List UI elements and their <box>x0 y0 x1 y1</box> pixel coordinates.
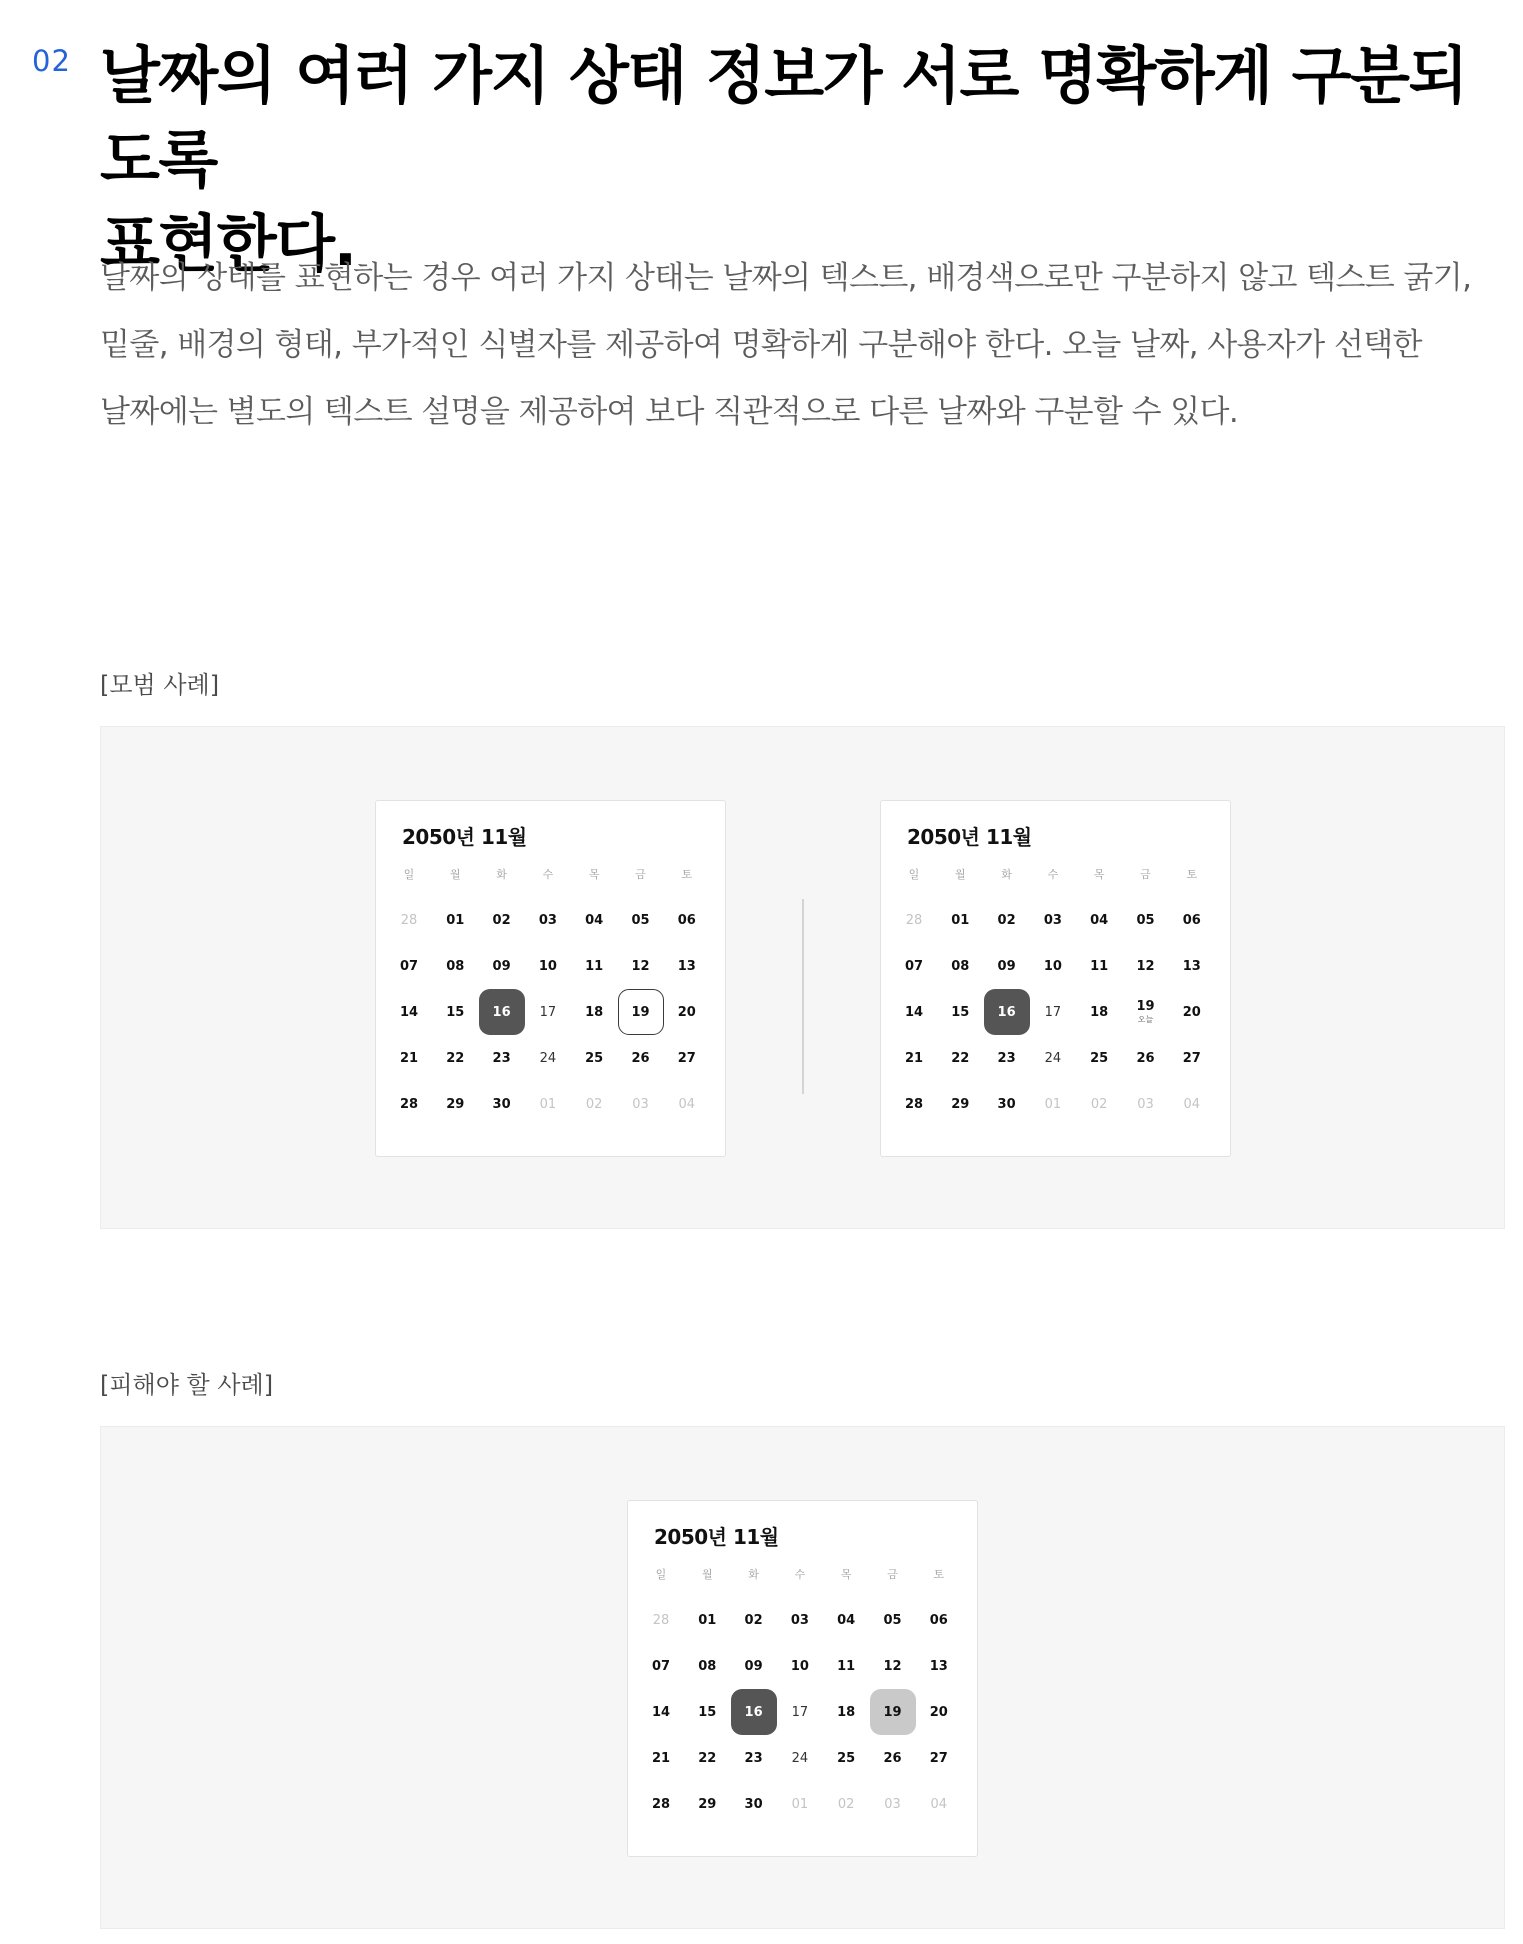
calendar-day-number: 26 <box>883 1750 902 1766</box>
calendar-day[interactable] <box>916 1597 962 1643</box>
calendar-day-number: 15 <box>446 1004 465 1020</box>
calendar-day[interactable] <box>1169 989 1215 1035</box>
calendar-day[interactable] <box>937 1035 983 1081</box>
calendar-day-number: 15 <box>951 1004 970 1020</box>
calendar-day[interactable] <box>870 1735 916 1781</box>
description-line: 날짜의 상태를 표현하는 경우 여러 가지 상태는 날짜의 텍스트, 배경색으로만 구분하지 않고 텍스트 굵기, <box>100 260 1472 296</box>
good-example-label: [모범 사례] <box>100 671 220 699</box>
calendar-day-number: 08 <box>698 1658 717 1674</box>
calendar-day[interactable] <box>1169 897 1215 943</box>
calendar-day-number: 29 <box>951 1096 970 1112</box>
weekday-label: 월 <box>449 868 461 881</box>
calendar-day-number: 04 <box>930 1796 948 1812</box>
calendar-day[interactable] <box>386 1081 432 1127</box>
calendar-day[interactable] <box>777 1597 823 1643</box>
weekday-label: 목 <box>840 1568 852 1581</box>
calendar-day-number: 17 <box>1044 1004 1062 1020</box>
calendar-day-number: 21 <box>399 1050 419 1066</box>
calendar-day-number: 01 <box>539 1096 557 1112</box>
calendar-day[interactable] <box>777 1689 823 1735</box>
calendar-day[interactable] <box>618 897 664 943</box>
calendar-day[interactable] <box>571 1081 617 1127</box>
calendar-day-number: 20 <box>929 1704 948 1720</box>
calendar-day[interactable] <box>684 1735 730 1781</box>
calendar-day-number: 11 <box>837 1658 856 1674</box>
calendar-day[interactable] <box>823 1643 869 1689</box>
calendar-day[interactable] <box>664 1035 710 1081</box>
calendar-day-number: 17 <box>791 1704 809 1720</box>
calendar-day-number: 29 <box>698 1796 717 1812</box>
calendar-day-number: 05 <box>631 912 650 928</box>
calendar-day-number: 14 <box>651 1704 671 1720</box>
calendar-day[interactable] <box>571 897 617 943</box>
calendar-day-number: 18 <box>837 1704 856 1720</box>
calendar-day[interactable] <box>479 1035 525 1081</box>
calendar-day-number: 01 <box>698 1612 717 1628</box>
calendar-day-number: 28 <box>652 1612 670 1628</box>
calendar-day-number: 26 <box>631 1050 650 1066</box>
calendar-day-number: 07 <box>651 1658 671 1674</box>
description-line: 밑줄, 배경의 형태, 부가적인 식별자를 제공하여 명확하게 구분해야 한다. 오늘 날짜, 사용자가 선택한 <box>100 327 1422 363</box>
calendar-day[interactable] <box>684 1781 730 1827</box>
calendar-day-number: 25 <box>585 1050 604 1066</box>
calendar-day-number: 11 <box>585 958 604 974</box>
calendar-day[interactable] <box>684 1689 730 1735</box>
calendar-day-number: 05 <box>1136 912 1155 928</box>
bad-example-label: [피해야 할 사례] <box>100 1371 274 1399</box>
calendar-day-number: 28 <box>905 912 923 928</box>
calendar-day-number: 03 <box>1137 1096 1154 1112</box>
calendar-day-number: 28 <box>651 1796 671 1812</box>
calendar-day[interactable] <box>1076 1035 1122 1081</box>
calendar-day-number: 24 <box>1044 1050 1062 1066</box>
calendar-day-number: 25 <box>837 1750 856 1766</box>
calendar-day[interactable] <box>1030 989 1076 1035</box>
calendar-day[interactable] <box>664 989 710 1035</box>
calendar-day-number: 22 <box>951 1050 970 1066</box>
calendar-day-number: 11 <box>1090 958 1109 974</box>
calendar-day-number: 03 <box>632 1096 649 1112</box>
weekday-label: 금 <box>635 868 646 881</box>
calendar-day[interactable] <box>1123 943 1169 989</box>
calendar-day-number: 30 <box>492 1096 511 1112</box>
calendar-day[interactable] <box>664 943 710 989</box>
calendar-good-label-today <box>880 800 1231 1157</box>
calendar-day-number: 07 <box>399 958 419 974</box>
calendar-day-number: 02 <box>585 1096 603 1112</box>
calendar-day[interactable] <box>777 1735 823 1781</box>
calendar-day[interactable] <box>432 897 478 943</box>
calendar-day-number: 13 <box>677 958 696 974</box>
calendar-day-number: 30 <box>997 1096 1016 1112</box>
calendar-day-number: 01 <box>446 912 465 928</box>
calendar-day-number: 13 <box>929 1658 948 1674</box>
calendar-day-number: 03 <box>1043 912 1062 928</box>
calendar-day[interactable] <box>937 897 983 943</box>
calendar-day[interactable] <box>916 1781 962 1827</box>
calendar-day-number: 19 <box>631 1004 650 1020</box>
calendar-day-number: 08 <box>951 958 970 974</box>
calendar-day-number: 26 <box>1136 1050 1155 1066</box>
calendar-day-number: 13 <box>1182 958 1201 974</box>
calendar-day[interactable] <box>432 1035 478 1081</box>
calendar-day[interactable] <box>984 1081 1030 1127</box>
calendar-title: 2050년 11월 <box>402 825 527 849</box>
calendar-day[interactable] <box>1169 1081 1215 1127</box>
calendar-day[interactable] <box>571 1035 617 1081</box>
calendar-day[interactable] <box>432 1081 478 1127</box>
calendar-day-number: 02 <box>1090 1096 1108 1112</box>
calendar-day[interactable] <box>386 989 432 1035</box>
weekday-label: 월 <box>954 868 966 881</box>
calendar-day-number: 28 <box>904 1096 924 1112</box>
calendar-day[interactable] <box>638 1735 684 1781</box>
calendar-day[interactable] <box>891 1081 937 1127</box>
calendar-day[interactable] <box>916 1689 962 1735</box>
calendar-day[interactable] <box>916 1643 962 1689</box>
weekday-label: 목 <box>1093 868 1105 881</box>
calendar-day[interactable] <box>731 1597 777 1643</box>
calendar-day-number: 09 <box>997 958 1016 974</box>
calendar-day-number: 16 <box>997 1004 1016 1020</box>
weekday-label: 토 <box>1186 868 1198 881</box>
calendar-day-number: 28 <box>399 1096 419 1112</box>
calendar-day-number: 04 <box>678 1096 696 1112</box>
calendar-day-number: 28 <box>400 912 418 928</box>
calendar-day-number: 10 <box>538 958 557 974</box>
weekday-label: 토 <box>933 1568 945 1581</box>
calendar-day[interactable] <box>916 1735 962 1781</box>
calendar-day-number: 18 <box>585 1004 604 1020</box>
calendar-day-number: 08 <box>446 958 465 974</box>
calendar-day-number: 02 <box>744 1612 763 1628</box>
calendar-day[interactable] <box>525 1035 571 1081</box>
calendar-day-number: 16 <box>744 1704 763 1720</box>
calendar-day[interactable] <box>891 1035 937 1081</box>
calendar-day[interactable] <box>870 1597 916 1643</box>
calendar-day[interactable] <box>638 1689 684 1735</box>
calendar-day-number: 20 <box>677 1004 696 1020</box>
calendar-day-number: 06 <box>677 912 696 928</box>
calendar-day-number: 27 <box>1182 1050 1201 1066</box>
weekday-label: 월 <box>701 1568 713 1581</box>
calendar-divider <box>802 899 804 1094</box>
calendar-day-number: 02 <box>837 1796 855 1812</box>
section-title-line: 날짜의 여러 가지 상태 정보가 서로 명확하게 구분되도록 <box>100 39 1467 196</box>
calendar-day[interactable] <box>823 1781 869 1827</box>
calendar-good-outline-today <box>375 800 726 1157</box>
weekday-label: 일 <box>403 868 415 881</box>
calendar-day[interactable] <box>937 1081 983 1127</box>
calendar-day-number: 14 <box>399 1004 419 1020</box>
calendar-day[interactable] <box>638 1643 684 1689</box>
calendar-day[interactable] <box>870 1643 916 1689</box>
calendar-day[interactable] <box>984 943 1030 989</box>
calendar-day[interactable] <box>1076 943 1122 989</box>
calendar-day-number: 16 <box>492 1004 511 1020</box>
calendar-day[interactable] <box>1030 897 1076 943</box>
calendar-day-number: 04 <box>585 912 604 928</box>
calendar-day-number: 03 <box>538 912 557 928</box>
calendar-day-selected[interactable] <box>479 989 525 1035</box>
weekday-label: 화 <box>1001 868 1012 881</box>
description-line: 날짜에는 별도의 텍스트 설명을 제공하여 보다 직관적으로 다른 날짜와 구분할 수 있다. <box>100 394 1239 430</box>
calendar-day-number: 03 <box>884 1796 901 1812</box>
calendar-day-number: 21 <box>651 1750 671 1766</box>
calendar-day[interactable] <box>618 943 664 989</box>
calendar-day[interactable] <box>432 989 478 1035</box>
calendar-day-number: 15 <box>698 1704 717 1720</box>
calendar-title: 2050년 11월 <box>907 825 1032 849</box>
calendar-day-number: 04 <box>1090 912 1109 928</box>
calendar-day[interactable] <box>525 943 571 989</box>
calendar-day[interactable] <box>823 1689 869 1735</box>
calendar-day[interactable] <box>1123 1035 1169 1081</box>
calendar-day[interactable] <box>1123 1081 1169 1127</box>
calendar-day-number: 23 <box>492 1050 511 1066</box>
calendar-day[interactable] <box>731 1643 777 1689</box>
weekday-label: 목 <box>588 868 600 881</box>
calendar-day[interactable] <box>386 1035 432 1081</box>
calendar-day[interactable] <box>571 943 617 989</box>
calendar-day[interactable] <box>432 943 478 989</box>
calendar-day[interactable] <box>664 1081 710 1127</box>
calendar-day[interactable] <box>525 897 571 943</box>
calendar-day[interactable] <box>386 943 432 989</box>
weekday-label: 화 <box>496 868 507 881</box>
calendar-day-number: 24 <box>539 1050 557 1066</box>
weekday-label: 금 <box>1140 868 1151 881</box>
calendar-day-number: 01 <box>1044 1096 1062 1112</box>
calendar-day-number: 17 <box>539 1004 557 1020</box>
calendar-day-number: 01 <box>791 1796 809 1812</box>
weekday-label: 금 <box>887 1568 898 1581</box>
calendar-day[interactable] <box>891 989 937 1035</box>
weekday-label: 수 <box>794 1568 806 1581</box>
calendar-day[interactable] <box>479 897 525 943</box>
calendar-day-number: 12 <box>1136 958 1155 974</box>
calendar-day-number: 06 <box>1182 912 1201 928</box>
calendar-day[interactable] <box>1169 1035 1215 1081</box>
weekday-label: 수 <box>1047 868 1059 881</box>
calendar-title: 2050년 11월 <box>654 1525 779 1549</box>
calendar-day-number: 07 <box>904 958 924 974</box>
weekday-label: 수 <box>542 868 554 881</box>
calendar-day[interactable] <box>386 897 432 943</box>
calendar-day-number: 25 <box>1090 1050 1109 1066</box>
calendar-day-number: 04 <box>1183 1096 1201 1112</box>
weekday-label: 토 <box>681 868 693 881</box>
calendar-day-number: 04 <box>837 1612 856 1628</box>
weekday-label: 일 <box>655 1568 667 1581</box>
calendar-day[interactable] <box>571 989 617 1035</box>
calendar-day-number: 30 <box>744 1796 763 1812</box>
calendar-day-number: 02 <box>492 912 511 928</box>
calendar-day[interactable] <box>638 1597 684 1643</box>
calendar-day[interactable] <box>618 1081 664 1127</box>
calendar-day[interactable] <box>870 1781 916 1827</box>
weekday-label: 화 <box>748 1568 759 1581</box>
calendar-day-number: 06 <box>929 1612 948 1628</box>
calendar-day[interactable] <box>937 943 983 989</box>
calendar-day[interactable] <box>479 1081 525 1127</box>
calendar-day[interactable] <box>618 1035 664 1081</box>
calendar-day-number: 23 <box>997 1050 1016 1066</box>
calendar-day-number: 09 <box>744 1658 763 1674</box>
calendar-day-number: 05 <box>883 1612 902 1628</box>
calendar-day-number: 12 <box>883 1658 902 1674</box>
calendar-day-selected[interactable] <box>731 1689 777 1735</box>
calendar-day[interactable] <box>823 1735 869 1781</box>
calendar-day-number: 19 <box>1136 999 1155 1014</box>
calendar-day[interactable] <box>984 897 1030 943</box>
calendar-bad-color-only <box>627 1500 978 1857</box>
calendar-day[interactable] <box>984 1035 1030 1081</box>
calendar-day-selected[interactable] <box>984 989 1030 1035</box>
calendar-day-today[interactable] <box>618 989 664 1035</box>
calendar-day[interactable] <box>731 1735 777 1781</box>
calendar-day-number: 09 <box>492 958 511 974</box>
calendar-day[interactable] <box>891 897 937 943</box>
section-title-line: 표현한다. <box>100 207 356 280</box>
calendar-day[interactable] <box>525 989 571 1035</box>
calendar-day-number: 19 <box>883 1704 902 1720</box>
calendar-day[interactable] <box>525 1081 571 1127</box>
calendar-day[interactable] <box>1030 1081 1076 1127</box>
calendar-day-number: 12 <box>631 958 650 974</box>
calendar-day-number: 03 <box>790 1612 809 1628</box>
calendar-day-number: 14 <box>904 1004 924 1020</box>
section-description <box>100 245 1500 446</box>
calendar-day-number: 02 <box>997 912 1016 928</box>
calendar-day[interactable] <box>891 943 937 989</box>
calendar-day[interactable] <box>823 1597 869 1643</box>
today-label: 오늘 <box>1137 1015 1154 1024</box>
calendar-day-number: 21 <box>904 1050 924 1066</box>
calendar-day[interactable] <box>664 897 710 943</box>
calendar-day-number: 29 <box>446 1096 465 1112</box>
calendar-day[interactable] <box>1076 989 1122 1035</box>
calendar-day[interactable] <box>1030 1035 1076 1081</box>
calendar-day[interactable] <box>1076 897 1122 943</box>
calendar-day[interactable] <box>684 1643 730 1689</box>
calendar-day[interactable] <box>731 1781 777 1827</box>
calendar-day-number: 01 <box>951 912 970 928</box>
calendar-day-number: 27 <box>677 1050 696 1066</box>
calendar-day[interactable] <box>777 1643 823 1689</box>
section-number: 02 <box>32 44 71 78</box>
calendar-day-number: 18 <box>1090 1004 1109 1020</box>
calendar-day[interactable] <box>1169 943 1215 989</box>
calendar-day[interactable] <box>1123 897 1169 943</box>
calendar-day-number: 10 <box>1043 958 1062 974</box>
calendar-day[interactable] <box>1076 1081 1122 1127</box>
calendar-day-today[interactable] <box>1123 989 1169 1035</box>
calendar-day[interactable] <box>937 989 983 1035</box>
calendar-day[interactable] <box>638 1781 684 1827</box>
calendar-day[interactable] <box>1030 943 1076 989</box>
calendar-day[interactable] <box>479 943 525 989</box>
calendar-day-number: 22 <box>698 1750 717 1766</box>
weekday-label: 일 <box>908 868 920 881</box>
calendar-day[interactable] <box>777 1781 823 1827</box>
calendar-day-number: 20 <box>1182 1004 1201 1020</box>
calendar-day-number: 27 <box>929 1750 948 1766</box>
calendar-day[interactable] <box>684 1597 730 1643</box>
calendar-day-number: 22 <box>446 1050 465 1066</box>
calendar-day-number: 24 <box>791 1750 809 1766</box>
calendar-day-number: 23 <box>744 1750 763 1766</box>
calendar-day-today[interactable] <box>870 1689 916 1735</box>
calendar-day-number: 10 <box>790 1658 809 1674</box>
